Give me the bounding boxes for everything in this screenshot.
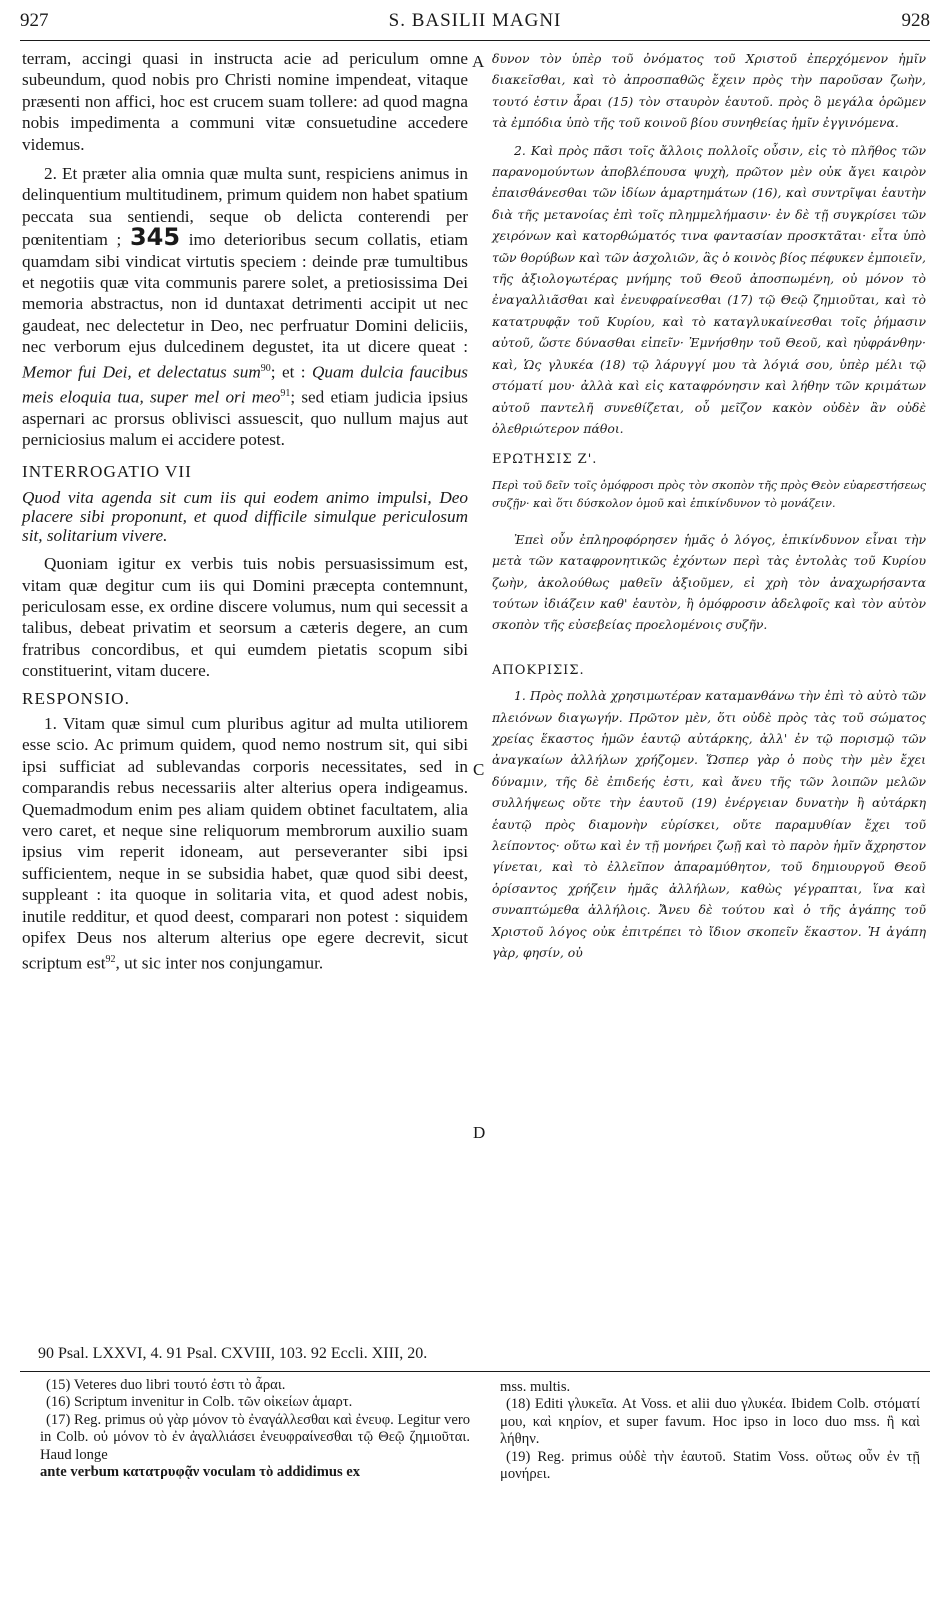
greek-intro: δυνον τὸν ὑπὲρ τοῦ ὀνόματος τοῦ Χριστοῦ ἐπερχόμενον ἡμῖν διακεῖσθαι, καὶ τὸ ἀπροσπαθῶς ἔχειν πρὸς τὴν παροῦσαν ζωὴν, τουτό ἐστιν ἆραι (15) τὸν σταυρὸν ἑαυτοῦ. πρὸς ὃ μεγάλα ὁρῶμεν τὰ ἐμπόδια ὑπὸ τῆς τοῦ κοινοῦ βίου συνηθείας ἡμῖν ἐγγινόμενα. [492, 51, 926, 131]
greek-column [492, 48, 926, 963]
latin-response [22, 713, 468, 974]
footnote-ref-90: 90 [260, 362, 271, 374]
header-rule [20, 40, 930, 41]
margin-letter-c: C [473, 760, 485, 779]
latin-p2-et: ; et : [270, 362, 306, 382]
latin-response-end: , ut sic inter nos conjungamur. [115, 953, 324, 973]
note-17-continued: mss. multis. [500, 1379, 571, 1395]
latin-question: Quoniam igitur ex verbis tuis nobis persuasissimum est, vitam quæ degitur cum iis qui Domini præcepta contemnunt, periculosam esse, ex ordine discere volumus, num qui secessit a talibus, debeat privatim et seorsum a cæteris degere, an cum fratribus concordibus, et qui eumdem pietatis scopum sibi constituerint, vitam ducere. [22, 554, 468, 681]
scripture-footnotes: 90 Psal. LXXVI, 4. 91 Psal. CXVIII, 103. 92 Eccli. XIII, 20. [38, 1345, 428, 1362]
page-title: S. BASILII MAGNI [388, 10, 562, 31]
greek-section-title: ΕΡΩΤΗΣΙΣ Ζ'. [492, 452, 598, 468]
note-18: (18) Editi γλυκεῖα. At Voss. et alii duo γλυκέα. Ibidem Colb. στόματί μου, καὶ κηρίον, et super favum. Hoc ipso in loco duo mss. ἢ καὶ λήθην. [500, 1396, 920, 1448]
running-head [20, 4, 930, 38]
notes-left [40, 1377, 470, 1481]
footnote-ref-91: 91 [280, 387, 291, 399]
latin-quote-1: Memor fui Dei, et delectatus sum [22, 362, 261, 382]
latin-section-title: INTERROGATIO VII [22, 461, 192, 481]
latin-p2-start: 2. Et præter alia omnia quæ multa sunt, respiciens animus in delinquentium multitudinem, primum quidem non habet spatium peccata sua sentiendi, seque ob delicta conterendi per pœnitentiam ; [22, 164, 468, 250]
margin-letter-a: A [472, 52, 485, 71]
greek-paragraph-2: 2. Καὶ πρὸς πᾶσι τοῖς ἄλλοις πολλοῖς οὖσιν, εἰς τὸ πλῆθος τῶν παρανομούντων ἀποβλέπουσα ψυχὴ, πρῶτον μὲν οὐκ ἄγει καιρὸν ἐπαισθάνεσθαι τῶν ἰδίων ἁμαρτημάτων (16), καὶ συντρῖψαι ἑαυτὴν διὰ τῆς μετανοίας ἐπὶ τοῖς πλημμελήμασιν· ἐν δὲ τῇ συγκρίσει τῶν χειρόνων καὶ κατορθώματός τινα φαντασίαν προσκτᾶται· εἶτα ὑπὸ τῶν θορύβων καὶ τῶν ἀσχολιῶν, ἃς ὁ κοινὸς βίος πέφυκεν ἐμποιεῖν, τῆς ἀξιολογωτέρας μνήμης τοῦ Θεοῦ ἀποσπωμένη, οὐ μόνον τὸ ἐναγαλλιᾶσθαι καὶ ἐνευφραίνεσθαι (17) τῷ Θεῷ ζημιοῦται, καὶ τὸ κατατρυφᾷν τοῦ Κυρίου, καὶ τὸ καταγλυκαίνεσθαι τοῖς ῥήμασιν αὐτοῦ, ὥστε δύνασθαι εἰπεῖν· Ἐμνήσθην τοῦ Θεοῦ, καὶ ηὐφράνθην· καὶ, Ὡς γλυκέα (18) τῷ λάρυγγί μου τὰ λόγιά σου, ὑπὲρ μέλι τῷ στόματί μου· ἀλλὰ καὶ εἰς καταφρόνησιν καὶ λήθην τῶν κριμάτων αὐτοῦ παντελῆ συνεθίζεται, οὗ μεῖζον κακὸν οὐδὲν ἂν οὐδὲ ὀλεθριώτερον πάθοι. [492, 142, 926, 436]
footnote-rule [20, 1371, 930, 1372]
notes-right [500, 1379, 920, 1483]
greek-subtitle: Περὶ τοῦ δεῖν τοῖς ὁμόφροσι πρὸς τὸν σκοπὸν τῆς πρὸς Θεὸν εὐαρεστήσεως συζῇν· καὶ ὅτι δύσκολον ὁμοῦ καὶ ἐπικίνδυνον τὸ μονάζειν. [492, 478, 926, 510]
greek-response: 1. Πρὸς πολλὰ χρησιμωτέραν καταμανθάνω τὴν ἐπὶ τὸ αὐτὸ τῶν πλειόνων διαγωγήν. Πρῶτον μὲν, ὅτι οὐδὲ πρὸς τὰς τοῦ σώματος χρείας ἕκαστος ἡμῶν ἑαυτῷ αὐτάρκης, ἀλλ' ἐν τῷ πορισμῷ τῶν ἀναγκαίων ἀλλήλων χρήζομεν. Ὥσπερ γὰρ ὁ ποὺς τὴν μὲν ἔχει δύναμιν, τῆς δὲ ἐπιδεής ἐστι, καὶ ἄνευ τῆς τῶν λοιπῶν μελῶν συλλήψεως οὔτε τὴν ἑαυτοῦ (19) ἐνέργειαν δυνατὴν ἢ αὐτάρκη ἑαυτῷ πρὸς διαμονὴν εὑρίσκει, οὔτε παραμυθίαν ἔχει τοῦ λείποντος· οὕτω καὶ ἐν τῇ μονήρει ζωῇ καὶ τὸ παρὸν ἡμῖν ἄχρηστον γίνεται, καὶ τὸ ἐλλεῖπον ἀπαραμύθητον, τοῦ δημιουργοῦ Θεοῦ ὁρίσαντος χρήζειν ἡμᾶς ἀλλήλων, καθὼς γέγραπται, ἵνα καὶ συναπτώμεθα ἀλλήλοις. Ἄνευ δὲ τούτου καὶ ὁ τῆς ἀγάπης τοῦ Χριστοῦ λόγος οὐκ ἐπιτρέπει τὸ ἴδιον σκοπεῖν ἕκαστον. Ἡ ἀγάπη γὰρ, φησίν, οὐ [492, 688, 926, 961]
note-17-end: ante verbum κατατρυφᾷν voculam τὸ addidimus ex [40, 1464, 361, 1481]
note-15: (15) Veteres duo libri τουτό ἐστι τὸ ἆραι. [46, 1377, 286, 1393]
page-number-right: 928 [901, 10, 930, 31]
greek-question: Ἐπεὶ οὖν ἐπληροφόρησεν ἡμᾶς ὁ λόγος, ἐπικίνδυνον εἶναι τὴν μετὰ τῶν καταφρονητικῶς ἐχόντων περὶ τὰς ἐντολὰς τοῦ Κυρίου ζωὴν, ἀκολούθως μαθεῖν ἀξιοῦμεν, εἰ χρὴ τὸν ἀναχωρήσαντα τούτων ἰδιάζειν καθ' ἑαυτὸν, ἢ ὁμόφροσιν ἀδελφοῖς καὶ τὸν αὐτὸν σκοπὸν τῆς εὐσεβείας προελομένοις συζῆν. [492, 531, 926, 633]
latin-intro: terram, accingi quasi in instructa acie ad periculum omne subeundum, quod nobis pro Christi nomine impendeat, vitaque præsenti non affici, hoc est crucem suam tollere: ad quod magna nobis impedimenta a communi vitæ consuetudine accedere videmus. [22, 49, 468, 154]
note-19: (19) Reg. primus οὐδὲ τὴν ἑαυτοῦ. Statim Voss. οὕτως οὖν ἐν τῇ μονήρει. [500, 1448, 920, 1483]
page-number-left: 927 [20, 10, 49, 31]
footnote-ref-92: 92 [105, 953, 116, 965]
latin-subtitle: Quod vita agenda sit cum iis qui eodem animo impulsi, Deo placere sibi proponunt, et quod difficile simulque periculosum sit, solitarium vivere. [22, 488, 468, 546]
greek-response-title: ΑΠΟΚΡΙΣΙΣ. [492, 662, 585, 678]
latin-p2-end: ; sed etiam judicia ipsius aspernari ac prorsus oblivisci assuescit, quo nullum majus aut perniciosius malum ei accidere potest. [22, 387, 468, 450]
note-17: (17) Reg. primus οὐ γὰρ μόνον τὸ ἐναγάλλεσθαι καὶ ἐνευφ. Legitur vero in Colb. οὐ μόνον τὸ ἐν ἀγαλλιάσει ἐνευφραίνεσθαι τῷ Θεῷ ζημιοῦται. Haud longe [40, 1411, 470, 1463]
latin-response-title: RESPONSIO. [22, 688, 130, 708]
latin-quote-2: Quam dulcia faucibus meis eloquia tua, super mel ori meo [22, 362, 468, 407]
margin-letter-d: D [473, 1123, 486, 1142]
note-16: (16) Scriptum invenitur in Colb. τῶν οἰκείων ἁμαρτ. [46, 1394, 353, 1411]
latin-paragraph-2 [22, 163, 468, 451]
latin-column [22, 48, 468, 974]
latin-response-text: 1. Vitam quæ simul cum pluribus agitur ad multa utiliorem esse scio. Ac primum quidem, quod nemo nostrum sit, qui sibi ipsi sufficiat ad sublevandas corporis necessitates, sed in comparandis rebus necessariis alter alterius opera indigeamus. Quemadmodum enim pes aliam quidem obtinet facultatem, alia vero caret, et neque sine reliquorum membrorum auxilio suam ipsius vim reperit idoneam, aut perseveranter sibi ipsi sufficientem, neque in se subsidia habet, quæ quod sibi deest, suppleant : ita quoque in solitaria vita, et quod adest nobis, inutile redditur, et quod deest, comparari non potest : siquidem opifex Deus nos alterum alterius ope egere decrevit, sicut scriptum est [22, 714, 468, 973]
column-number: 345 [129, 223, 181, 252]
latin-p2-mid: imo deterioribus secum collatis, etiam quamdam sibi vindicat virtutis speciem : deinde præ tumultibus et negotiis quæ vita communis parere solet, a pretiosissima Dei memoria abstractus, non id duntaxat detrimenti accipit ut nec gaudeat, nec delectetur in Deo, nec perfruatur Domini deliciis, nec verborum ejus dulcedinem degustet, ita ut dicere queat : [22, 230, 469, 357]
